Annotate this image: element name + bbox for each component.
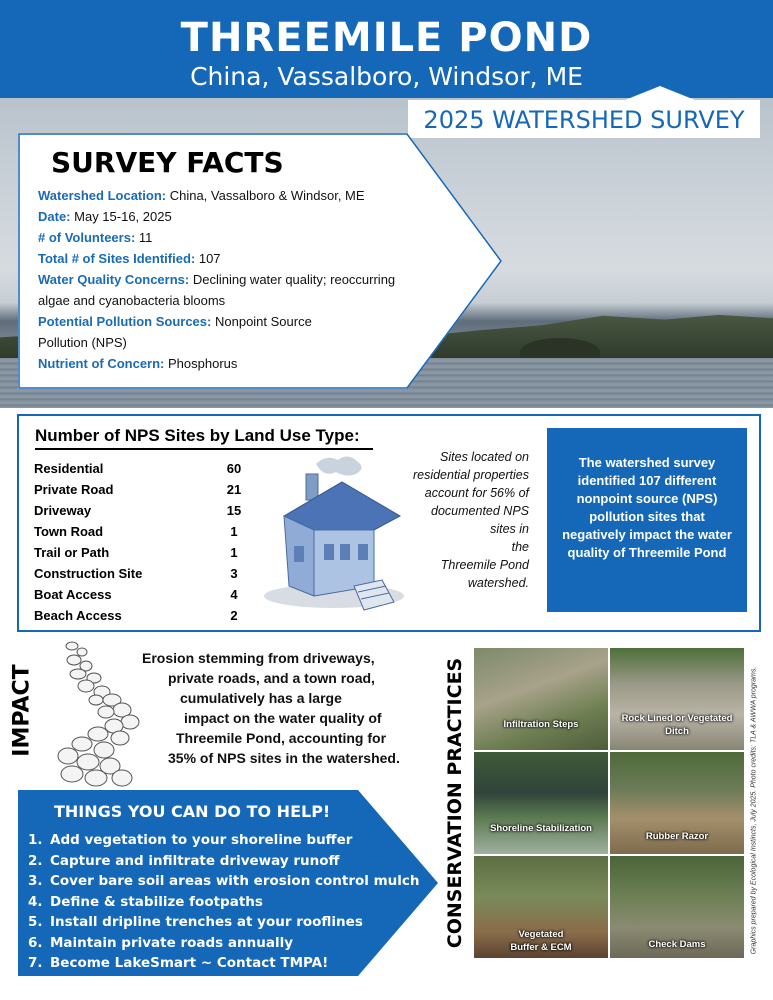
- note-line: Sites located on: [440, 450, 529, 464]
- note-line: residential properties: [412, 468, 529, 482]
- impact-label: [0, 660, 44, 760]
- fact-location: [38, 185, 428, 206]
- land-use-type: Construction Site: [34, 566, 143, 581]
- note-line: the: [511, 540, 529, 554]
- land-use-type: Town Road: [34, 524, 104, 539]
- note-line: sites in: [490, 522, 529, 536]
- land-use-count: 15: [226, 503, 242, 518]
- conservation-practices-label-text: CONSERVATION PRACTICES: [444, 657, 467, 948]
- fact-label: # of Volunteers:: [38, 230, 136, 245]
- conservation-practices-label: [440, 645, 470, 960]
- land-use-type: Residential: [34, 461, 104, 476]
- list-item: 5. Install dripline trenches at your rooflines: [28, 912, 428, 933]
- land-use-row: [34, 584, 244, 605]
- land-use-count: 4: [230, 587, 238, 602]
- fact-value: Declining water quality; reoccurring algae and cyanobacteria blooms: [38, 272, 396, 308]
- fact-date: [38, 206, 428, 227]
- list-item-text: Install dripline trenches at your rooflines: [50, 914, 363, 930]
- photo-caption: Vegetated Buffer & ECM: [510, 929, 572, 953]
- list-item: 4. Define & stabilize footpaths: [28, 892, 428, 913]
- land-use-section: [17, 414, 761, 632]
- impact-line: Threemile Pond, accounting for: [176, 730, 387, 746]
- impact-text: [140, 648, 410, 768]
- survey-year-tag: 2025 WATERSHED SURVEY: [408, 100, 760, 138]
- photo-caption: Shoreline Stabilization: [490, 823, 592, 834]
- list-item: 7. Become LakeSmart ~ Contact TMPA!: [28, 953, 428, 974]
- survey-facts: [38, 145, 428, 374]
- fact-label: Potential Pollution Sources:: [38, 314, 212, 329]
- fact-value: Nonpoint Source Pollution (NPS): [38, 314, 312, 350]
- fact-label: Watershed Location:: [38, 188, 167, 203]
- land-use-count: 21: [226, 482, 242, 497]
- note-line: documented NPS: [431, 504, 529, 518]
- list-item-text: Add vegetation to your shoreline buffer: [50, 832, 353, 848]
- land-use-row: [34, 563, 244, 584]
- list-item: 2. Capture and infiltrate driveway runoff: [28, 851, 428, 872]
- list-item: 3. Cover bare soil areas with erosion control mulch: [28, 871, 428, 892]
- photo-credits: [740, 660, 768, 960]
- photo-caption: Rock Lined or Vegetated Ditch: [621, 713, 733, 737]
- photo-rock-lined-ditch: [610, 648, 744, 750]
- land-use-row: [34, 458, 244, 479]
- things-to-do-title: THINGS YOU CAN DO TO HELP!: [54, 802, 331, 821]
- fact-total-sites: [38, 248, 428, 269]
- land-use-type: Beach Access: [34, 608, 122, 623]
- list-item-text: Become LakeSmart ~ Contact TMPA!: [50, 955, 329, 971]
- house-illustration: [254, 446, 404, 621]
- land-use-row: [34, 605, 244, 626]
- fact-pollution-sources: [38, 311, 333, 353]
- fact-value: May 15-16, 2025: [74, 209, 172, 224]
- land-use-count: 1: [230, 545, 238, 560]
- land-use-row: [34, 521, 244, 542]
- land-use-count: 60: [226, 461, 242, 476]
- land-use-type: Boat Access: [34, 587, 112, 602]
- land-use-row: [34, 542, 244, 563]
- fact-nutrient: [38, 353, 428, 374]
- land-use-row: [34, 479, 244, 500]
- land-use-table: [34, 458, 244, 626]
- list-item: 6. Maintain private roads annually: [28, 933, 428, 954]
- survey-facts-title: SURVEY FACTS: [51, 146, 284, 179]
- impact-line: Erosion stemming from driveways,: [142, 650, 375, 666]
- fact-water-quality: [38, 269, 423, 311]
- photo-caption: Infiltration Steps: [503, 719, 579, 730]
- photo-caption: Check Dams: [648, 939, 706, 950]
- fact-volunteers: [38, 227, 428, 248]
- impact-line: 35% of NPS sites in the watershed.: [168, 750, 400, 766]
- fact-value: Phosphorus: [168, 356, 238, 371]
- land-use-type: Trail or Path: [34, 545, 110, 560]
- land-use-type: Driveway: [34, 503, 92, 518]
- note-line: watershed.: [467, 576, 529, 590]
- page-title: THREEMILE POND: [180, 15, 593, 61]
- page-header: [0, 0, 773, 100]
- land-use-count: 3: [230, 566, 238, 581]
- things-to-do-list: [28, 830, 428, 974]
- list-item-text: Capture and infiltrate driveway runoff: [50, 852, 340, 869]
- page-subtitle: China, Vassalboro, Windsor, ME: [190, 62, 583, 91]
- residential-note: [397, 448, 529, 592]
- photo-rubber-razor: [610, 752, 744, 854]
- fact-label: Water Quality Concerns:: [38, 272, 190, 287]
- fact-label: Total # of Sites Identified:: [38, 251, 196, 266]
- fact-label: Nutrient of Concern:: [38, 356, 165, 371]
- fact-value: 11: [138, 230, 153, 245]
- list-item-text: Define & stabilize footpaths: [50, 893, 263, 910]
- land-use-count: 2: [230, 608, 238, 623]
- photo-credits-text: Graphics prepared by Ecological Instincts, July 2025. Photo credits: TLA & AWWA programs.: [750, 666, 758, 954]
- note-line: account for 56% of: [424, 486, 529, 500]
- list-item: 1. Add vegetation to your shoreline buffer: [28, 830, 428, 851]
- impact-label-text: IMPACT: [9, 663, 35, 757]
- photo-infiltration-steps: [474, 648, 608, 750]
- fact-value: 107: [198, 251, 221, 266]
- photo-vegetated-buffer: [474, 856, 608, 958]
- summary-box: The watershed survey identified 107 different nonpoint source (NPS) pollution sites that negatively impact the water quality of Threemile Pond: [547, 428, 747, 612]
- note-line: Threemile Pond: [440, 558, 529, 572]
- land-use-count: 1: [230, 524, 238, 539]
- fact-label: Date:: [38, 209, 71, 224]
- list-item-text: Cover bare soil areas with erosion control mulch: [50, 873, 420, 889]
- list-item-text: Maintain private roads annually: [50, 934, 293, 951]
- photo-caption: Rubber Razor: [645, 831, 709, 842]
- land-use-type: Private Road: [34, 482, 114, 497]
- land-use-title: Number of NPS Sites by Land Use Type:: [35, 426, 373, 450]
- practices-photo-grid: [474, 648, 744, 960]
- impact-line: impact on the water quality of: [184, 710, 382, 726]
- photo-shoreline-stabilization: [474, 752, 608, 854]
- impact-line: cumulatively has a large: [180, 690, 342, 706]
- fact-value: China, Vassalboro & Windsor, ME: [169, 188, 365, 203]
- photo-check-dams: [610, 856, 744, 958]
- land-use-row: [34, 500, 244, 521]
- impact-line: private roads, and a town road,: [168, 670, 375, 686]
